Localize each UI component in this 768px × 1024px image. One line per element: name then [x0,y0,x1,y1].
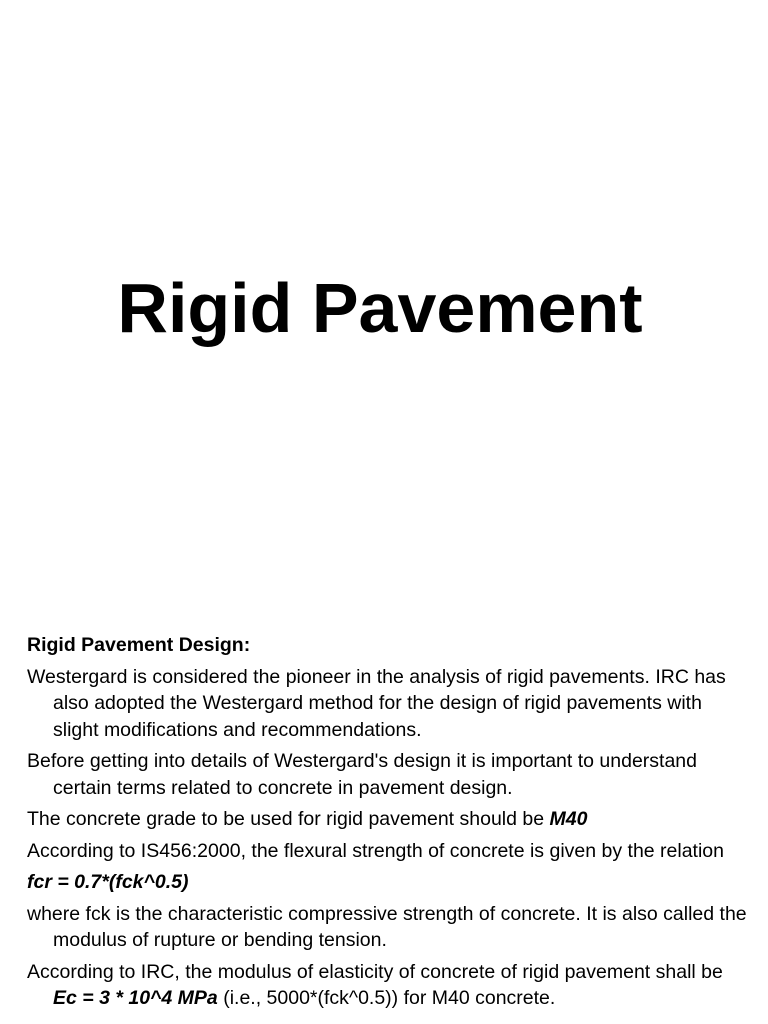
paragraph-flexural-strength: According to IS456:2000, the flexural strength of concrete is given by the relation [27,839,725,862]
paragraph-fck-definition: where fck is the characteristic compressive strength of concrete. It is also called the modulus of rupture or bending tension. [27,902,747,951]
formula-flexural-strength: fcr = 0.7*(fck^0.5) [27,871,189,893]
body-content [27,632,747,1017]
modulus-value: Ec = 3 * 10^4 MPa [53,987,218,1009]
modulus-text-end: (i.e., 5000*(fck^0.5)) for M40 concrete. [217,987,556,1009]
paragraph-modulus-elasticity [27,959,747,1012]
concrete-grade-value: M40 [549,808,588,830]
slide-title: Rigid Pavement [117,269,643,347]
paragraph-concrete-grade [27,806,747,833]
paragraph-westergard: Westergard is considered the pioneer in the analysis of rigid pavements. IRC has also adopted the Westergard method for the design of rigid pavements with slight modifications and recommendations. [27,665,726,741]
paragraph-terms: Before getting into details of Westergard's design it is important to understand certain terms related to concrete in pavement design. [27,750,697,799]
concrete-grade-text: The concrete grade to be used for rigid pavement should be [27,808,550,830]
modulus-text-start: According to IRC, the modulus of elasticity of concrete of rigid pavement shall be [27,960,723,983]
section-heading: Rigid Pavement Design: [27,634,251,656]
